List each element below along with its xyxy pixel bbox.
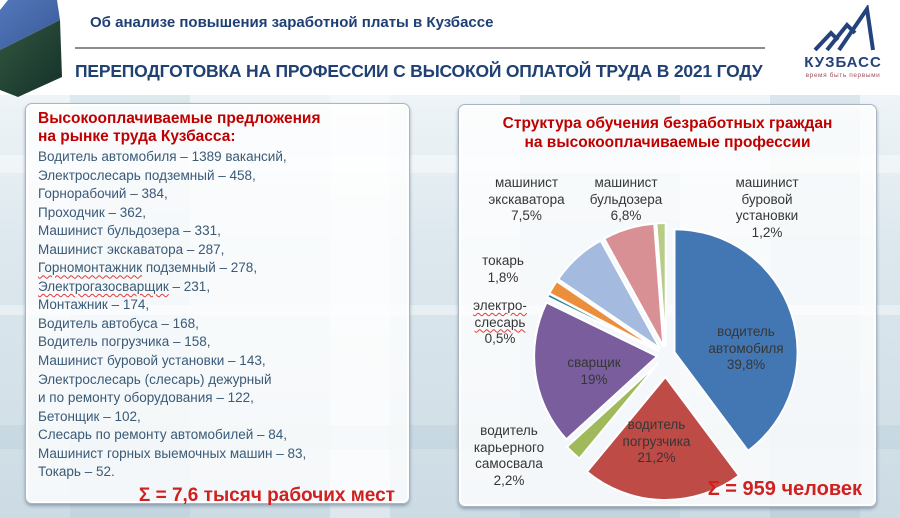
list-item: Машинист горных выемочных машин – 83, xyxy=(38,445,307,461)
logo-brand-text: КУЗБАСС xyxy=(804,54,882,71)
list-item: Машинист экскаватора – 287, xyxy=(38,241,225,257)
mountains-icon xyxy=(807,5,879,51)
logo-tagline: время быть первыми xyxy=(805,72,881,79)
page-title: ПЕРЕПОДГОТОВКА НА ПРОФЕССИИ С ВЫСОКОЙ ОПЛАТОЙ ТРУДА В 2021 ГОДУ xyxy=(75,61,763,81)
list-item: Электрослесарь подземный – 458, xyxy=(38,167,256,183)
list-item: и по ремонту оборудования – 122, xyxy=(38,390,254,406)
label-dump-truck-driver: водитель карьерного самосвала 2,2% xyxy=(473,423,545,488)
vacancies-heading-line2: на рынке труда Кузбасса: xyxy=(38,128,236,145)
vacancies-heading xyxy=(26,104,409,146)
list-item: Токарь – 52. xyxy=(38,464,115,480)
label-electro-fitter: электро-слесарь 0,5% xyxy=(473,298,527,347)
list-item: Слесарь по ремонту автомобилей – 84, xyxy=(38,427,288,443)
label-turner: токарь 1,8% xyxy=(482,253,524,285)
vacancies-list xyxy=(26,146,409,482)
chart-total: Σ = 959 человек xyxy=(707,478,862,500)
corner-ribbon-decoration xyxy=(0,0,64,98)
list-item: Водитель автомобиля – 1389 вакансий, xyxy=(38,149,287,164)
chart-title xyxy=(459,114,876,152)
list-item: Машинист бульдозера – 331, xyxy=(38,223,221,239)
list-item: Бетонщик – 102, xyxy=(38,408,141,424)
label-bulldozer-operator: машинист бульдозера 6,8% xyxy=(589,175,663,224)
training-structure-panel xyxy=(458,104,877,507)
list-item: Проходчик – 362, xyxy=(38,204,147,220)
kuzbass-logo xyxy=(798,5,888,79)
label-welder: сварщик 19% xyxy=(567,355,621,387)
list-item: Горномонтажник подземный – 278, xyxy=(38,260,258,276)
label-car-driver: водитель автомобиля 39,8% xyxy=(708,324,784,373)
list-item: Монтажник – 174, xyxy=(38,297,150,313)
label-drill-rig-operator: машинист буровой установки 1,2% xyxy=(735,175,799,240)
list-item: Электрогазосварщик – 231, xyxy=(38,278,211,294)
header-subtitle: Об анализе повышения заработной платы в Кузбассе xyxy=(90,14,494,31)
vacancies-heading-line1: Высокооплачиваемые предложения xyxy=(38,110,321,127)
list-item: Машинист буровой установки – 143, xyxy=(38,353,266,369)
list-item: Водитель автобуса – 168, xyxy=(38,315,199,331)
vacancies-total: Σ = 7,6 тысяч рабочих мест xyxy=(138,484,395,506)
label-loader-driver: водитель погрузчика 21,2% xyxy=(622,417,691,466)
list-item: Водитель погрузчика – 158, xyxy=(38,334,211,350)
vacancies-panel xyxy=(25,103,410,504)
list-item: Горнорабочий – 384, xyxy=(38,186,168,202)
list-item: Электрослесарь (слесарь) дежурный xyxy=(38,371,272,387)
chart-title-line1: Структура обучения безработных граждан xyxy=(502,115,833,132)
label-excavator-operator: машинист экскаватора 7,5% xyxy=(488,175,565,224)
chart-title-line2: на высокооплачиваемые профессии xyxy=(524,134,811,151)
header-divider xyxy=(75,47,765,49)
